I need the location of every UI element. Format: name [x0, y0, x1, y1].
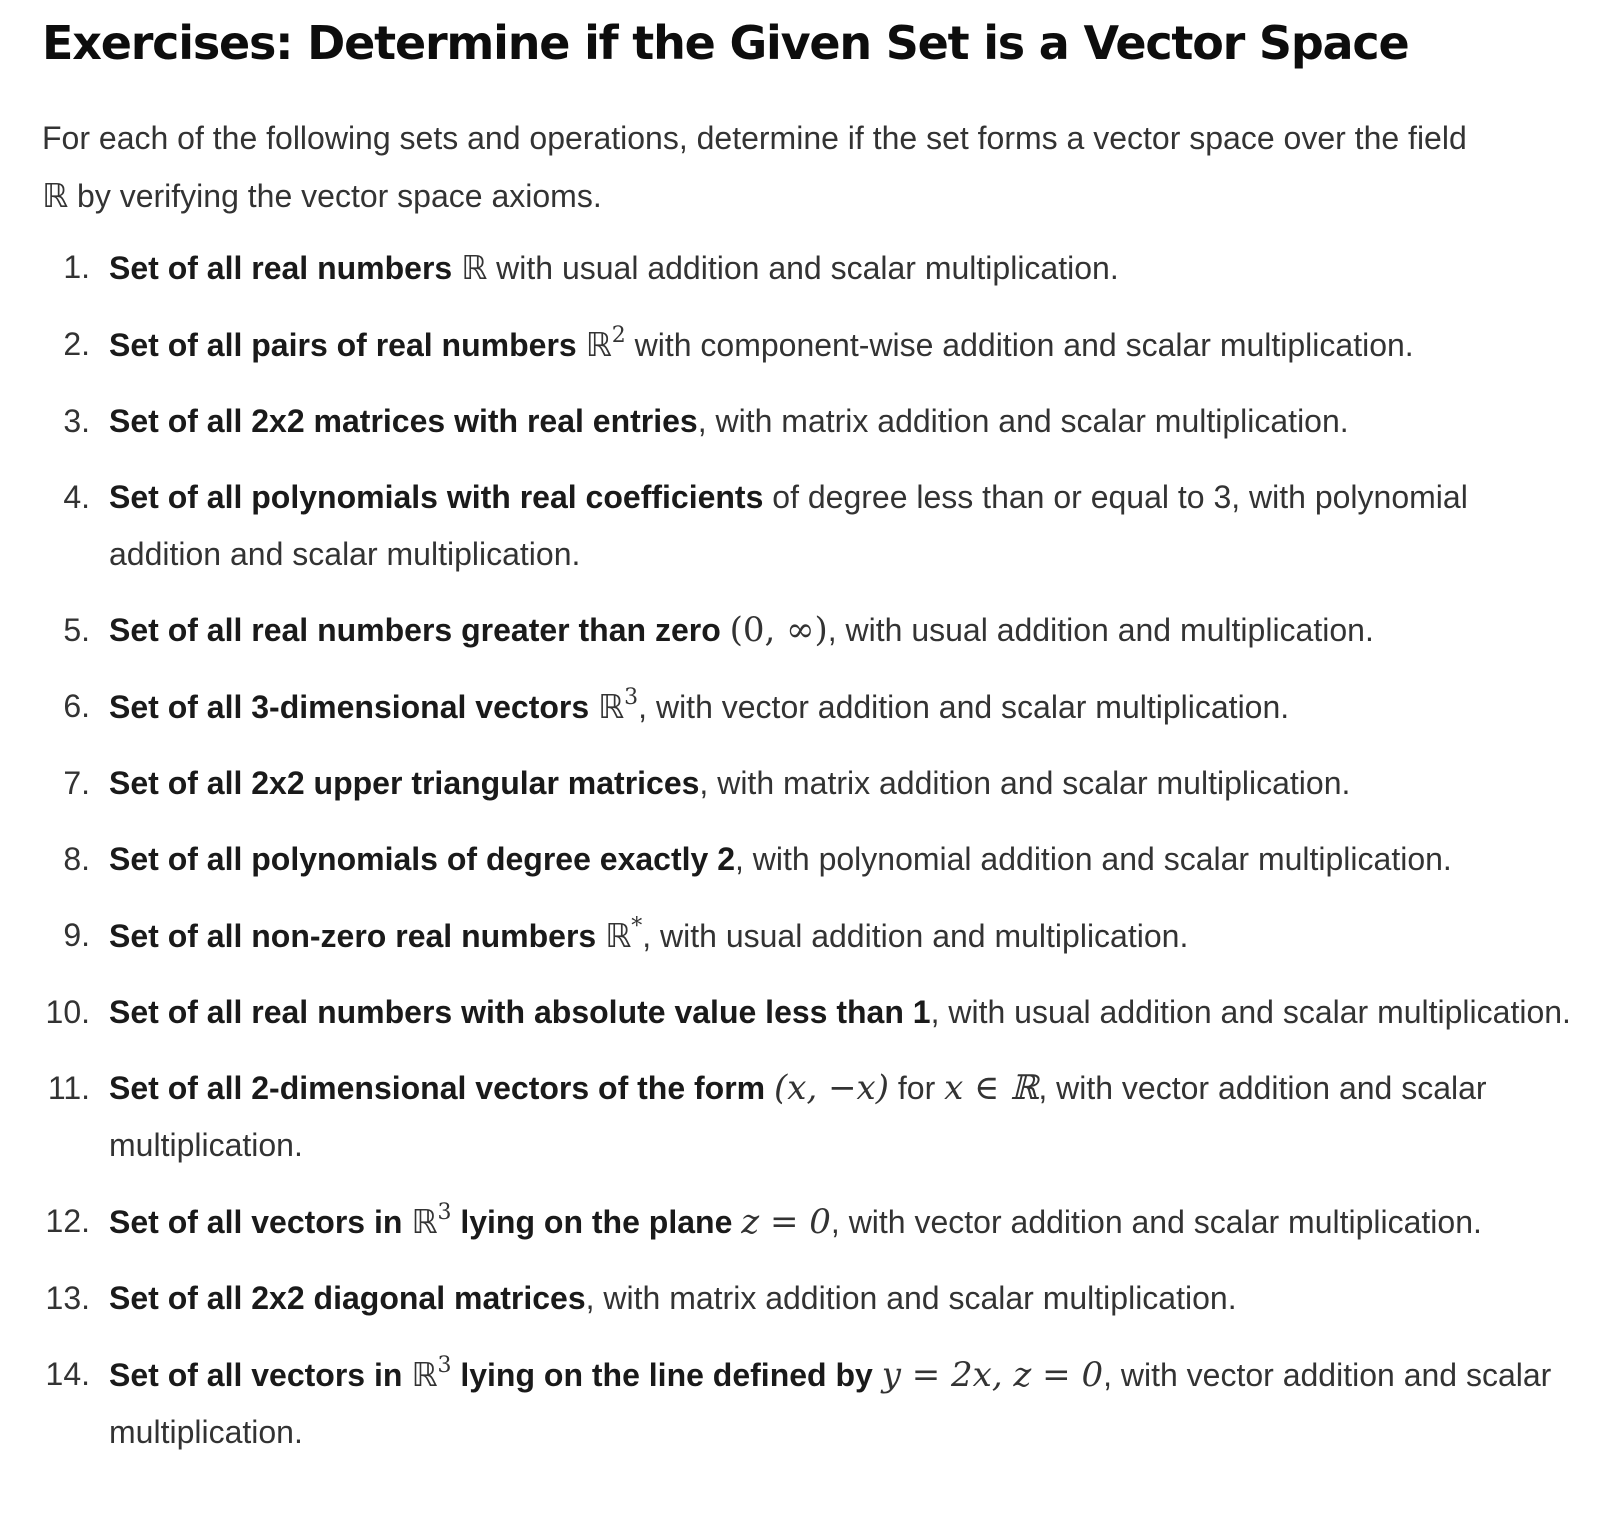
item-number: 14.	[45, 1356, 90, 1392]
item-number: 11.	[47, 1070, 90, 1106]
item-sup: 3	[437, 1200, 452, 1225]
item-rest: , with polynomial addition and scalar multiplication.	[734, 841, 1452, 877]
intro-text-after: by verifying the vector space axioms.	[68, 178, 602, 214]
item-number: 9.	[63, 917, 90, 953]
item-rest: , with vector addition and scalar multiplication.	[638, 689, 1290, 725]
item-bold: Set of all 2x2 upper triangular matrices	[109, 765, 700, 801]
item-math: ℝ	[598, 687, 625, 726]
item-bold: Set of all polynomials with real coefficients	[109, 479, 764, 515]
item-bold: Set of all real numbers with absolute value less than 1	[109, 994, 931, 1030]
item-number: 8.	[63, 841, 90, 877]
item-number: 6.	[63, 688, 90, 724]
item-math: (0, ∞)	[729, 610, 828, 650]
item-bold: Set of all non-zero real numbers	[109, 918, 606, 954]
item-sup: 2	[611, 323, 626, 348]
item-rest: , with usual addition and multiplication.	[827, 612, 1374, 648]
item-number: 12.	[45, 1203, 90, 1239]
item-bold: Set of all vectors in	[109, 1204, 412, 1240]
item-bold: Set of all pairs of real numbers	[109, 327, 586, 363]
list-item	[42, 831, 1576, 888]
item-rest: , with matrix addition and scalar multiplication.	[697, 403, 1349, 439]
item-rest: with component-wise addition and scalar multiplication.	[625, 327, 1414, 363]
item-number: 3.	[63, 403, 90, 439]
item-bold: Set of all 3-dimensional vectors	[109, 689, 599, 725]
item-sup: 3	[624, 685, 639, 710]
list-item	[42, 984, 1576, 1041]
item-bold: Set of all real numbers greater than zero	[109, 612, 730, 648]
item-math-2: y = 2x, z = 0	[881, 1355, 1104, 1395]
item-bold: Set of all polynomials of degree exactly 2	[109, 841, 735, 877]
list-item	[42, 239, 1576, 297]
item-math: ℝ	[461, 248, 488, 287]
list-item	[42, 755, 1576, 812]
item-math: (x, −x)	[774, 1068, 889, 1108]
item-mid: for	[889, 1070, 945, 1106]
item-bold: Set of all 2x2 diagonal matrices	[109, 1280, 586, 1316]
list-item	[42, 1193, 1576, 1251]
item-number: 4.	[63, 479, 90, 515]
list-item	[42, 1270, 1576, 1327]
item-bold: Set of all vectors in	[109, 1357, 412, 1393]
item-rest: with usual addition and scalar multiplication.	[487, 250, 1119, 286]
item-math-2: x ∈ ℝ	[944, 1068, 1039, 1108]
list-item	[42, 907, 1576, 965]
field-symbol: ℝ	[42, 176, 69, 215]
item-sup: *	[631, 914, 643, 939]
list-item	[42, 678, 1576, 736]
item-rest: , with vector addition and scalar multiplication.	[109, 1357, 1552, 1450]
list-item	[42, 393, 1576, 450]
list-item	[42, 316, 1576, 374]
exercise-list	[42, 239, 1576, 1461]
page-title: Exercises: Determine if the Given Set is a Vector Space	[42, 16, 1409, 70]
intro-text: For each of the following sets and operations, determine if the set forms a vector space over the field	[42, 120, 1467, 156]
item-math-2: z = 0	[741, 1202, 831, 1242]
list-item	[42, 1060, 1576, 1174]
item-bold: Set of all real numbers	[109, 250, 462, 286]
item-rest: , with usual addition and multiplication.	[642, 918, 1189, 954]
item-rest: , with matrix addition and scalar multiplication.	[585, 1280, 1237, 1316]
item-rest: , with matrix addition and scalar multiplication.	[699, 765, 1351, 801]
item-number: 10.	[45, 994, 90, 1030]
list-item	[42, 602, 1576, 659]
intro-paragraph	[42, 110, 1576, 225]
item-bold-2: lying on the plane	[451, 1204, 742, 1240]
item-number: 1.	[63, 249, 90, 285]
item-math: ℝ	[585, 325, 612, 364]
item-rest: , with usual addition and scalar multiplication.	[930, 994, 1571, 1030]
item-number: 5.	[63, 612, 90, 648]
item-math: ℝ	[411, 1355, 438, 1394]
list-item	[42, 1346, 1576, 1461]
item-bold-2: lying on the line defined by	[451, 1357, 882, 1393]
item-math: ℝ	[605, 916, 632, 955]
item-number: 13.	[45, 1280, 90, 1316]
item-sup: 3	[437, 1353, 452, 1378]
list-item	[42, 469, 1576, 583]
item-rest: of degree less than or equal to 3, with polynomial addition and scalar multiplication.	[109, 479, 1468, 572]
item-number: 2.	[63, 326, 90, 362]
item-bold: Set of all 2x2 matrices with real entries	[109, 403, 698, 439]
item-rest: , with vector addition and scalar multiplication.	[830, 1204, 1482, 1240]
item-rest: , with vector addition and scalar multiplication.	[109, 1070, 1487, 1163]
item-math: ℝ	[411, 1202, 438, 1241]
item-bold: Set of all 2-dimensional vectors of the form	[109, 1070, 775, 1106]
item-number: 7.	[63, 765, 90, 801]
